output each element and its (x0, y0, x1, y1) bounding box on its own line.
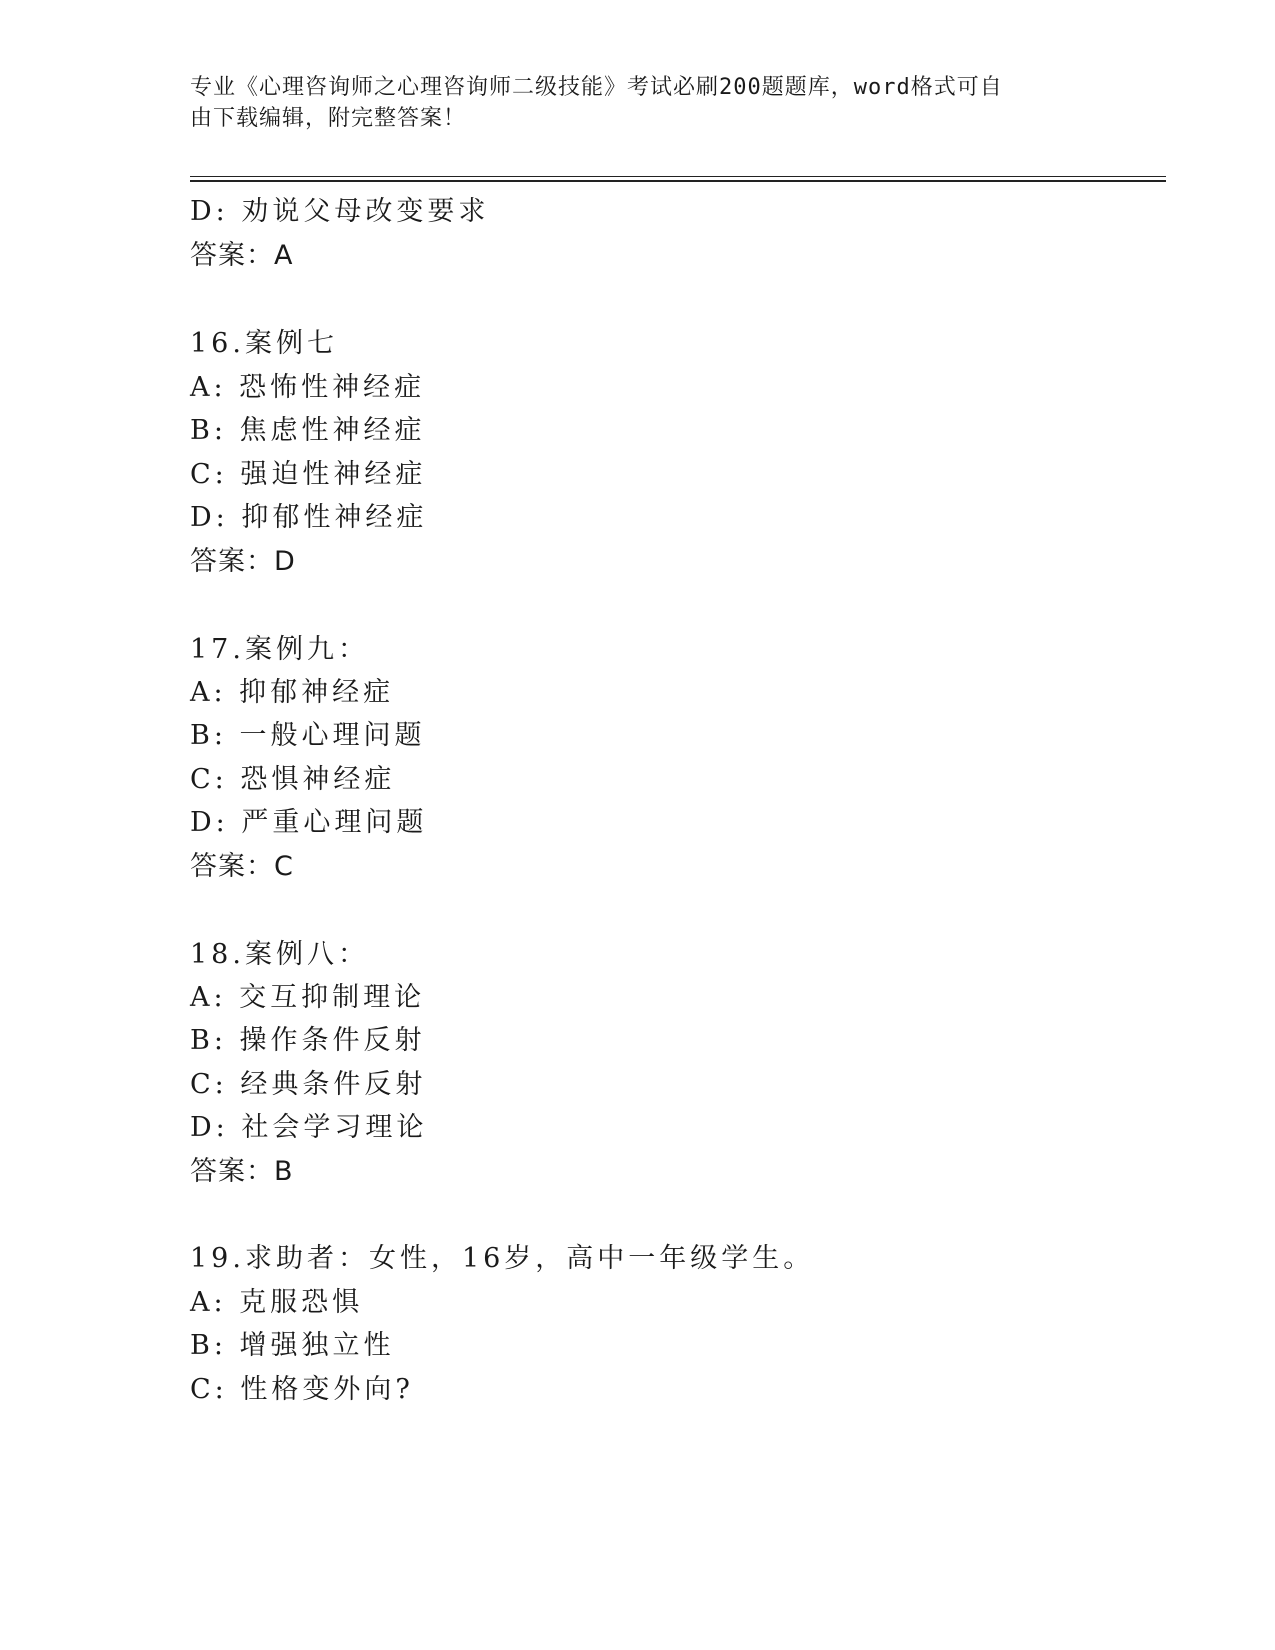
question-17-answer: 答案：C (190, 851, 294, 882)
header-line-1: 专业《心理咨询师之心理咨询师二级技能》考试必刷200题题库，word格式可自 (190, 75, 1003, 100)
question-17-option-c: C: 恐惧神经症 (190, 764, 396, 795)
header-divider-thick (190, 180, 1166, 182)
question-18-option-b: B: 操作条件反射 (190, 1025, 426, 1056)
question-17-option-b: B: 一般心理问题 (190, 720, 426, 751)
question-19-stem: 19.求助者：女性，16岁，高中一年级学生。 (190, 1243, 815, 1274)
question-16-option-d: D: 抑郁性神经症 (190, 502, 428, 533)
question-16-answer: 答案：D (190, 546, 296, 577)
question-18-option-d: D: 社会学习理论 (190, 1112, 428, 1143)
question-18-stem: 18.案例八： (190, 939, 369, 970)
question-16-option-c: C: 强迫性神经症 (190, 459, 427, 490)
question-16-stem: 16.案例七 (190, 328, 338, 359)
header-line-2: 由下载编辑，附完整答案！ (190, 106, 467, 131)
question-18-answer: 答案：B (190, 1156, 294, 1187)
question-18-option-c: C: 经典条件反射 (190, 1069, 427, 1100)
document-header (190, 72, 1070, 134)
prev-answer: 答案：A (190, 240, 294, 271)
header-divider-thin (190, 176, 1166, 177)
prev-option-d: D: 劝说父母改变要求 (190, 196, 490, 227)
question-19-option-c: C: 性格变外向? (190, 1374, 414, 1405)
question-17-option-d: D: 严重心理问题 (190, 807, 428, 838)
question-16-option-a: A: 恐怖性神经症 (190, 372, 426, 403)
question-17-option-a: A: 抑郁神经症 (190, 677, 395, 708)
question-18-option-a: A: 交互抑制理论 (190, 982, 426, 1013)
question-16-option-b: B: 焦虑性神经症 (190, 415, 426, 446)
question-17-stem: 17.案例九： (190, 634, 369, 665)
question-19-option-a: A: 克服恐惧 (190, 1287, 364, 1318)
question-19-option-b: B: 增强独立性 (190, 1330, 395, 1361)
